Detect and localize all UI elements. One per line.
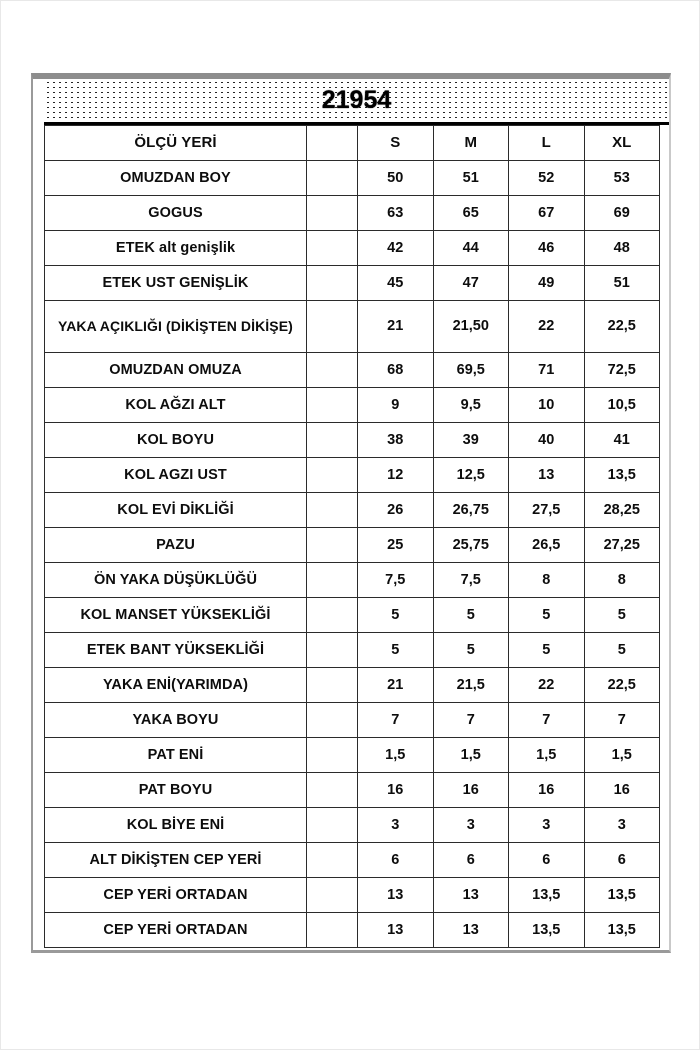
measurement-label: CEP YERİ ORTADAN xyxy=(45,913,307,948)
measurement-value: 5 xyxy=(433,633,509,668)
measurement-value: 25 xyxy=(358,528,434,563)
table-header-row xyxy=(45,126,660,161)
measurement-value: 13 xyxy=(358,878,434,913)
measurement-value: 21 xyxy=(358,668,434,703)
measurement-value: 13 xyxy=(358,913,434,948)
measurement-label: YAKA ENİ(YARIMDA) xyxy=(45,668,307,703)
measurement-value: 51 xyxy=(584,266,660,301)
table-row xyxy=(45,388,660,423)
row-spacer-cell xyxy=(307,913,358,948)
measurement-label: OMUZDAN OMUZA xyxy=(45,353,307,388)
measurement-value: 71 xyxy=(509,353,585,388)
measurement-value: 12,5 xyxy=(433,458,509,493)
measurement-label: ETEK BANT YÜKSEKLİĞİ xyxy=(45,633,307,668)
measurement-value: 47 xyxy=(433,266,509,301)
measurement-label: KOL AĞZI ALT xyxy=(45,388,307,423)
table-row xyxy=(45,231,660,266)
measurement-label: YAKA BOYU xyxy=(45,703,307,738)
table-row xyxy=(45,913,660,948)
measurement-value: 10 xyxy=(509,388,585,423)
measurement-value: 7 xyxy=(584,703,660,738)
measurement-value: 3 xyxy=(358,808,434,843)
table-row xyxy=(45,563,660,598)
measurement-label: OMUZDAN BOY xyxy=(45,161,307,196)
row-spacer-cell xyxy=(307,301,358,353)
measurement-value: 72,5 xyxy=(584,353,660,388)
row-spacer-cell xyxy=(307,388,358,423)
table-row xyxy=(45,266,660,301)
measurement-value: 1,5 xyxy=(433,738,509,773)
measurement-value: 13,5 xyxy=(509,913,585,948)
measurement-value: 52 xyxy=(509,161,585,196)
measurement-value: 5 xyxy=(509,598,585,633)
measurement-label: ALT DİKİŞTEN CEP YERİ xyxy=(45,843,307,878)
measurement-label: KOL EVİ DİKLİĞİ xyxy=(45,493,307,528)
measurement-value: 13,5 xyxy=(584,878,660,913)
measurement-value: 28,25 xyxy=(584,493,660,528)
measurement-value: 67 xyxy=(509,196,585,231)
table-row xyxy=(45,843,660,878)
measurement-value: 39 xyxy=(433,423,509,458)
page-title: 21954 xyxy=(321,86,392,114)
measurement-value: 22,5 xyxy=(584,301,660,353)
row-spacer-cell xyxy=(307,493,358,528)
measurement-value: 21 xyxy=(358,301,434,353)
row-spacer-cell xyxy=(307,843,358,878)
measurement-value: 45 xyxy=(358,266,434,301)
measurement-value: 3 xyxy=(433,808,509,843)
measurement-value: 5 xyxy=(358,633,434,668)
measurement-value: 7 xyxy=(358,703,434,738)
measurement-value: 40 xyxy=(509,423,585,458)
measurement-value: 7,5 xyxy=(433,563,509,598)
title-band xyxy=(44,79,669,125)
table-row xyxy=(45,738,660,773)
column-header-spacer xyxy=(307,126,358,161)
table-row xyxy=(45,493,660,528)
row-spacer-cell xyxy=(307,738,358,773)
measurement-value: 5 xyxy=(509,633,585,668)
measurement-value: 69,5 xyxy=(433,353,509,388)
measurement-value: 27,5 xyxy=(509,493,585,528)
measurement-label: KOL MANSET YÜKSEKLİĞİ xyxy=(45,598,307,633)
measurement-value: 6 xyxy=(433,843,509,878)
table-row xyxy=(45,703,660,738)
measurement-value: 6 xyxy=(584,843,660,878)
measurement-value: 1,5 xyxy=(358,738,434,773)
measurement-label: ETEK UST GENİŞLİK xyxy=(45,266,307,301)
measurement-value: 7 xyxy=(433,703,509,738)
column-header-measurement: ÖLÇÜ YERİ xyxy=(45,126,307,161)
measurement-value: 49 xyxy=(509,266,585,301)
column-header-size-m: M xyxy=(433,126,509,161)
table-row xyxy=(45,878,660,913)
row-spacer-cell xyxy=(307,423,358,458)
row-spacer-cell xyxy=(307,353,358,388)
measurement-value: 5 xyxy=(584,598,660,633)
column-header-size-s: S xyxy=(358,126,434,161)
table-row xyxy=(45,598,660,633)
measurement-label: GOGUS xyxy=(45,196,307,231)
measurement-label: KOL BOYU xyxy=(45,423,307,458)
measurement-value: 42 xyxy=(358,231,434,266)
measurement-value: 5 xyxy=(584,633,660,668)
measurement-value: 9,5 xyxy=(433,388,509,423)
measurement-value: 8 xyxy=(584,563,660,598)
row-spacer-cell xyxy=(307,703,358,738)
measurement-value: 46 xyxy=(509,231,585,266)
measurement-value: 26,75 xyxy=(433,493,509,528)
measurement-value: 21,50 xyxy=(433,301,509,353)
measurement-value: 13 xyxy=(509,458,585,493)
measurement-value: 21,5 xyxy=(433,668,509,703)
table-row xyxy=(45,668,660,703)
measurement-value: 65 xyxy=(433,196,509,231)
row-spacer-cell xyxy=(307,633,358,668)
row-spacer-cell xyxy=(307,598,358,633)
column-header-size-l: L xyxy=(509,126,585,161)
measurement-value: 22,5 xyxy=(584,668,660,703)
measurement-label: ÖN YAKA DÜŞÜKLÜĞÜ xyxy=(45,563,307,598)
measurement-value: 63 xyxy=(358,196,434,231)
measurement-value: 6 xyxy=(509,843,585,878)
row-spacer-cell xyxy=(307,878,358,913)
table-row xyxy=(45,633,660,668)
measurement-value: 13,5 xyxy=(509,878,585,913)
measurement-value: 6 xyxy=(358,843,434,878)
measurement-value: 16 xyxy=(358,773,434,808)
measurement-value: 68 xyxy=(358,353,434,388)
row-spacer-cell xyxy=(307,808,358,843)
table-row xyxy=(45,808,660,843)
measurement-value: 13 xyxy=(433,913,509,948)
table-row xyxy=(45,423,660,458)
measurement-value: 12 xyxy=(358,458,434,493)
measurement-value: 1,5 xyxy=(584,738,660,773)
measurement-value: 38 xyxy=(358,423,434,458)
measurement-value: 16 xyxy=(584,773,660,808)
measurement-value: 69 xyxy=(584,196,660,231)
measurement-label: CEP YERİ ORTADAN xyxy=(45,878,307,913)
table-row xyxy=(45,196,660,231)
measurement-label: ETEK alt genişlik xyxy=(45,231,307,266)
size-chart-frame xyxy=(31,73,671,953)
measurement-value: 25,75 xyxy=(433,528,509,563)
measurement-label: PAT ENİ xyxy=(45,738,307,773)
measurement-value: 51 xyxy=(433,161,509,196)
row-spacer-cell xyxy=(307,773,358,808)
measurement-value: 50 xyxy=(358,161,434,196)
measurement-label: KOL AGZI UST xyxy=(45,458,307,493)
table-row xyxy=(45,528,660,563)
measurement-label: KOL BİYE ENİ xyxy=(45,808,307,843)
measurement-value: 5 xyxy=(358,598,434,633)
measurement-value: 13 xyxy=(433,878,509,913)
measurement-value: 3 xyxy=(584,808,660,843)
measurements-table xyxy=(44,125,660,948)
measurement-value: 7,5 xyxy=(358,563,434,598)
measurement-value: 44 xyxy=(433,231,509,266)
row-spacer-cell xyxy=(307,266,358,301)
measurement-value: 53 xyxy=(584,161,660,196)
measurement-value: 41 xyxy=(584,423,660,458)
row-spacer-cell xyxy=(307,231,358,266)
measurement-value: 10,5 xyxy=(584,388,660,423)
measurement-value: 22 xyxy=(509,301,585,353)
measurement-value: 9 xyxy=(358,388,434,423)
row-spacer-cell xyxy=(307,668,358,703)
measurement-value: 16 xyxy=(433,773,509,808)
table-row xyxy=(45,353,660,388)
measurement-label: PAT BOYU xyxy=(45,773,307,808)
measurement-value: 27,25 xyxy=(584,528,660,563)
table-row xyxy=(45,301,660,353)
measurement-value: 13,5 xyxy=(584,458,660,493)
measurement-value: 1,5 xyxy=(509,738,585,773)
measurement-label: YAKA AÇIKLIĞI (DİKİŞTEN DİKİŞE) xyxy=(45,301,307,353)
measurement-value: 3 xyxy=(509,808,585,843)
measurement-value: 26,5 xyxy=(509,528,585,563)
measurement-value: 8 xyxy=(509,563,585,598)
table-row xyxy=(45,458,660,493)
measurement-value: 48 xyxy=(584,231,660,266)
row-spacer-cell xyxy=(307,563,358,598)
measurement-value: 16 xyxy=(509,773,585,808)
table-row xyxy=(45,773,660,808)
measurement-value: 5 xyxy=(433,598,509,633)
measurement-label: PAZU xyxy=(45,528,307,563)
measurement-value: 26 xyxy=(358,493,434,528)
measurement-value: 22 xyxy=(509,668,585,703)
column-header-size-xl: XL xyxy=(584,126,660,161)
row-spacer-cell xyxy=(307,458,358,493)
row-spacer-cell xyxy=(307,528,358,563)
row-spacer-cell xyxy=(307,196,358,231)
measurement-value: 13,5 xyxy=(584,913,660,948)
table-row xyxy=(45,161,660,196)
row-spacer-cell xyxy=(307,161,358,196)
measurement-value: 7 xyxy=(509,703,585,738)
